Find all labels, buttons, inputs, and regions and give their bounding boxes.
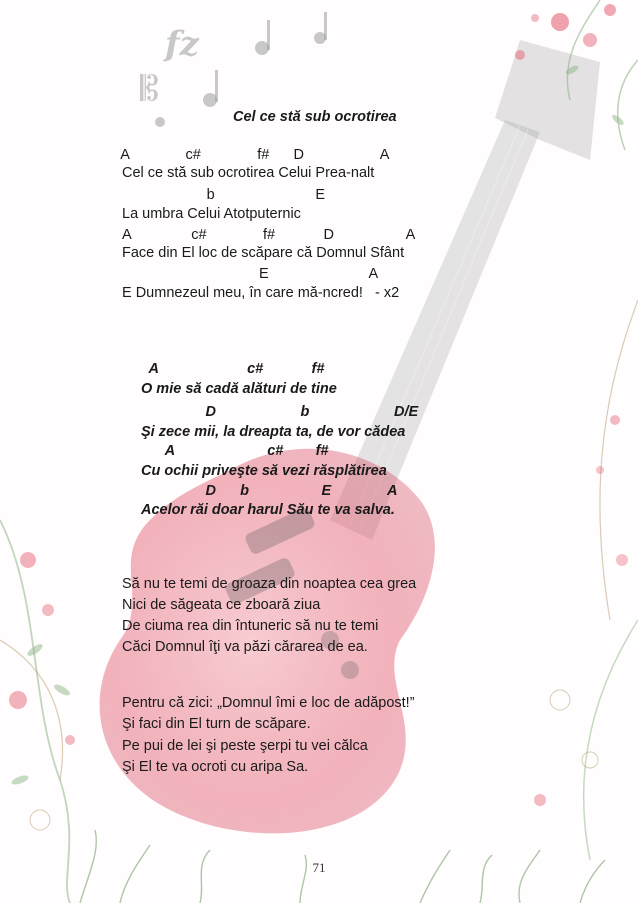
page-number: 71 [312, 860, 326, 875]
chorus-chord-line: D b D/E [141, 404, 419, 420]
lyric-line: La umbra Celui Atotputernic [122, 206, 301, 222]
song-title: Cel ce stă sub ocrotirea [233, 109, 397, 125]
lyric-line: Face din El loc de scăpare că Domnul Sfânt [122, 245, 405, 261]
lyric-line: Să nu te temi de groaza din noaptea cea grea [122, 576, 417, 592]
lyric-line: Nici de săgeata ce zboară ziua [122, 597, 321, 613]
chorus-chord-line: A c# f# [141, 443, 329, 459]
lyric-line: Şi faci din El turn de scăpare. [122, 716, 311, 732]
chorus-lyric-line: Şi zece mii, la dreapta ta, de vor cădea [141, 424, 406, 440]
chorus-lyric-line: Cu ochii priveşte să vezi răsplătirea [141, 463, 387, 479]
chord-line: A c# f# D A [117, 147, 390, 163]
chorus-chord-line: A c# f# [141, 361, 325, 377]
chord-line: A c# f# D A [122, 227, 416, 243]
svg-text:𝄡: 𝄡 [140, 69, 159, 109]
lyric-line: Şi El te va ocroti cu aripa Sa. [122, 759, 309, 775]
lyric-line: De ciuma rea din întuneric să nu te temi [122, 618, 379, 634]
chorus-lyric-line: O mie să cadă alături de tine [141, 381, 337, 397]
lyric-line: Cel ce stă sub ocrotirea Celui Prea-nalt [122, 165, 375, 181]
chorus-chord-line: D b E A [141, 483, 398, 499]
lyric-line: Pentru că zici: „Domnul îmi e loc de adăpost!” [122, 695, 415, 711]
fz-logo-text: fz [165, 24, 199, 64]
chorus-lyric-line: Acelor răi doar harul Său te va salva. [141, 502, 395, 518]
chord-line: b E [122, 187, 326, 203]
lyric-line: Căci Domnul îţi va păzi cărarea de ea. [122, 639, 368, 655]
lyric-line: Pe pui de lei şi peste şerpi tu vei călca [122, 738, 368, 754]
chord-line: E A [122, 266, 379, 282]
lyric-line: E Dumnezeul meu, în care mă-ncred! - x2 [122, 285, 400, 301]
